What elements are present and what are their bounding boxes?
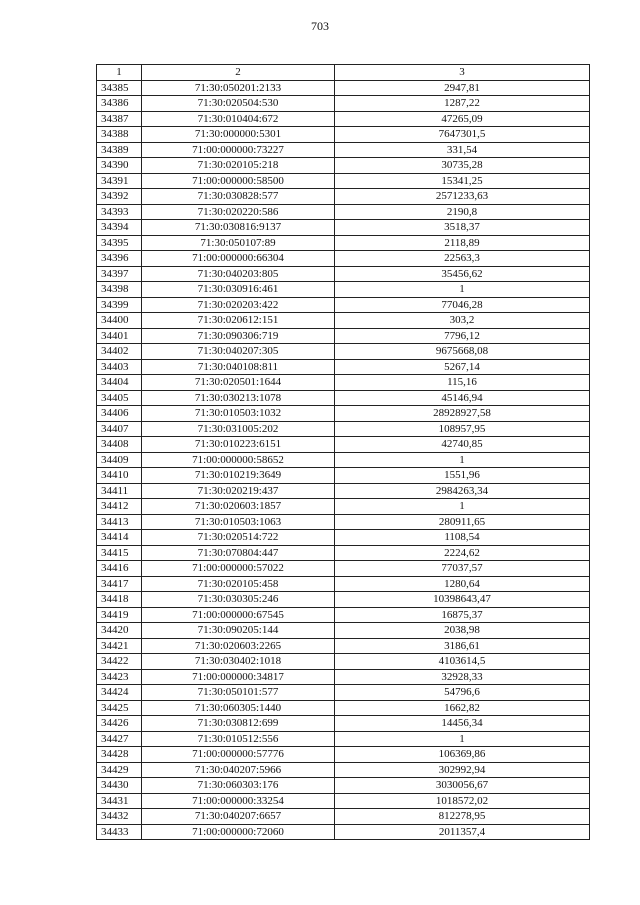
row-number-cell: 34426 [97, 716, 142, 732]
row-number-cell: 34400 [97, 313, 142, 329]
table-row [97, 561, 590, 577]
table-row [97, 344, 590, 360]
cadastral-number-cell: 71:30:010503:1063 [142, 514, 335, 530]
cadastral-number-cell: 71:00:000000:57022 [142, 561, 335, 577]
row-number-cell: 34388 [97, 127, 142, 143]
cadastral-number-cell: 71:30:010512:556 [142, 731, 335, 747]
row-number-cell: 34420 [97, 623, 142, 639]
table-row [97, 297, 590, 313]
value-cell: 32928,33 [335, 669, 590, 685]
table-row [97, 189, 590, 205]
value-cell: 1018572,02 [335, 793, 590, 809]
cadastral-number-cell: 71:00:000000:58652 [142, 452, 335, 468]
row-number-cell: 34408 [97, 437, 142, 453]
value-cell: 280911,65 [335, 514, 590, 530]
table-row [97, 282, 590, 298]
row-number-cell: 34395 [97, 235, 142, 251]
row-number-cell: 34417 [97, 576, 142, 592]
cadastral-number-cell: 71:30:020603:1857 [142, 499, 335, 515]
table-row [97, 173, 590, 189]
row-number-cell: 34394 [97, 220, 142, 236]
cadastral-number-cell: 71:30:040108:811 [142, 359, 335, 375]
value-cell: 1662,82 [335, 700, 590, 716]
row-number-cell: 34402 [97, 344, 142, 360]
cadastral-number-cell: 71:30:030305:246 [142, 592, 335, 608]
row-number-cell: 34401 [97, 328, 142, 344]
row-number-cell: 34407 [97, 421, 142, 437]
table-row [97, 390, 590, 406]
value-cell: 2947,81 [335, 80, 590, 96]
cadastral-number-cell: 71:30:020603:2265 [142, 638, 335, 654]
cadastral-number-cell: 71:30:020220:586 [142, 204, 335, 220]
value-cell: 16875,37 [335, 607, 590, 623]
value-cell: 30735,28 [335, 158, 590, 174]
value-cell: 812278,95 [335, 809, 590, 825]
row-number-cell: 34385 [97, 80, 142, 96]
row-number-cell: 34386 [97, 96, 142, 112]
row-number-cell: 34403 [97, 359, 142, 375]
cadastral-number-cell: 71:00:000000:33254 [142, 793, 335, 809]
value-cell: 1551,96 [335, 468, 590, 484]
table-row [97, 824, 590, 840]
value-cell: 106369,86 [335, 747, 590, 763]
value-cell: 5267,14 [335, 359, 590, 375]
table-header-row [97, 65, 590, 81]
value-cell: 303,2 [335, 313, 590, 329]
table-row [97, 638, 590, 654]
cadastral-number-cell: 71:30:040207:6657 [142, 809, 335, 825]
row-number-cell: 34414 [97, 530, 142, 546]
cadastral-number-cell: 71:30:020501:1644 [142, 375, 335, 391]
row-number-cell: 34429 [97, 762, 142, 778]
cadastral-number-cell: 71:30:010404:672 [142, 111, 335, 127]
table-row [97, 220, 590, 236]
value-cell: 77046,28 [335, 297, 590, 313]
row-number-cell: 34412 [97, 499, 142, 515]
table-row [97, 623, 590, 639]
row-number-cell: 34404 [97, 375, 142, 391]
table-row [97, 251, 590, 267]
cadastral-number-cell: 71:30:020105:218 [142, 158, 335, 174]
cadastral-number-cell: 71:30:070804:447 [142, 545, 335, 561]
cadastral-number-cell: 71:30:020219:437 [142, 483, 335, 499]
cadastral-number-cell: 71:30:020105:458 [142, 576, 335, 592]
row-number-cell: 34392 [97, 189, 142, 205]
value-cell: 3030056,67 [335, 778, 590, 794]
table-row [97, 142, 590, 158]
table-row [97, 530, 590, 546]
value-cell: 1280,64 [335, 576, 590, 592]
cadastral-number-cell: 71:00:000000:73227 [142, 142, 335, 158]
row-number-cell: 34425 [97, 700, 142, 716]
value-cell: 3186,61 [335, 638, 590, 654]
column-header-number: 1 [97, 65, 142, 81]
table-row [97, 127, 590, 143]
cadastral-value-table [96, 64, 590, 840]
row-number-cell: 34427 [97, 731, 142, 747]
value-cell: 9675668,08 [335, 344, 590, 360]
table-row [97, 700, 590, 716]
value-cell: 22563,3 [335, 251, 590, 267]
table-row [97, 592, 590, 608]
row-number-cell: 34411 [97, 483, 142, 499]
value-cell: 2190,8 [335, 204, 590, 220]
value-cell: 2984263,34 [335, 483, 590, 499]
row-number-cell: 34422 [97, 654, 142, 670]
row-number-cell: 34432 [97, 809, 142, 825]
column-header-cadastral-number: 2 [142, 65, 335, 81]
value-cell: 1287,22 [335, 96, 590, 112]
cadastral-number-cell: 71:30:010503:1032 [142, 406, 335, 422]
cadastral-number-cell: 71:30:040207:305 [142, 344, 335, 360]
value-cell: 2011357,4 [335, 824, 590, 840]
row-number-cell: 34396 [97, 251, 142, 267]
row-number-cell: 34398 [97, 282, 142, 298]
value-cell: 2571233,63 [335, 189, 590, 205]
cadastral-number-cell: 71:30:050101:577 [142, 685, 335, 701]
cadastral-number-cell: 71:00:000000:57776 [142, 747, 335, 763]
table-row [97, 669, 590, 685]
cadastral-number-cell: 71:30:020514:722 [142, 530, 335, 546]
value-cell: 108957,95 [335, 421, 590, 437]
table-row [97, 468, 590, 484]
table-row [97, 685, 590, 701]
table-row [97, 111, 590, 127]
cadastral-number-cell: 71:30:030828:577 [142, 189, 335, 205]
cadastral-number-cell: 71:30:060305:1440 [142, 700, 335, 716]
table-row [97, 716, 590, 732]
value-cell: 1 [335, 282, 590, 298]
value-cell: 1 [335, 452, 590, 468]
row-number-cell: 34413 [97, 514, 142, 530]
value-cell: 302992,94 [335, 762, 590, 778]
row-number-cell: 34391 [97, 173, 142, 189]
table-row [97, 421, 590, 437]
cadastral-number-cell: 71:00:000000:72060 [142, 824, 335, 840]
value-cell: 45146,94 [335, 390, 590, 406]
row-number-cell: 34419 [97, 607, 142, 623]
table-row [97, 731, 590, 747]
value-cell: 7796,12 [335, 328, 590, 344]
value-cell: 4103614,5 [335, 654, 590, 670]
row-number-cell: 34387 [97, 111, 142, 127]
table-row [97, 545, 590, 561]
table-row [97, 406, 590, 422]
cadastral-number-cell: 71:30:031005:202 [142, 421, 335, 437]
value-cell: 28928927,58 [335, 406, 590, 422]
row-number-cell: 34433 [97, 824, 142, 840]
table-row [97, 607, 590, 623]
table-row [97, 654, 590, 670]
page-number: 703 [311, 19, 329, 33]
table-row [97, 266, 590, 282]
table-row [97, 793, 590, 809]
value-cell: 1108,54 [335, 530, 590, 546]
row-number-cell: 34416 [97, 561, 142, 577]
table-row [97, 375, 590, 391]
value-cell: 1 [335, 731, 590, 747]
column-header-value: 3 [335, 65, 590, 81]
cadastral-number-cell: 71:00:000000:67545 [142, 607, 335, 623]
table-row [97, 747, 590, 763]
table-row [97, 762, 590, 778]
cadastral-number-cell: 71:30:020504:530 [142, 96, 335, 112]
row-number-cell: 34418 [97, 592, 142, 608]
value-cell: 2118,89 [335, 235, 590, 251]
table-row [97, 778, 590, 794]
value-cell: 47265,09 [335, 111, 590, 127]
table-row [97, 499, 590, 515]
cadastral-number-cell: 71:30:060303:176 [142, 778, 335, 794]
cadastral-number-cell: 71:00:000000:58500 [142, 173, 335, 189]
table-row [97, 483, 590, 499]
value-cell: 2224,62 [335, 545, 590, 561]
table-row [97, 328, 590, 344]
cadastral-number-cell: 71:30:010219:3649 [142, 468, 335, 484]
cadastral-number-cell: 71:30:020203:422 [142, 297, 335, 313]
row-number-cell: 34410 [97, 468, 142, 484]
value-cell: 115,16 [335, 375, 590, 391]
table-row [97, 809, 590, 825]
row-number-cell: 34421 [97, 638, 142, 654]
cadastral-number-cell: 71:30:030213:1078 [142, 390, 335, 406]
cadastral-number-cell: 71:00:000000:66304 [142, 251, 335, 267]
value-cell: 331,54 [335, 142, 590, 158]
value-cell: 54796,6 [335, 685, 590, 701]
cadastral-number-cell: 71:30:000000:5301 [142, 127, 335, 143]
value-cell: 15341,25 [335, 173, 590, 189]
cadastral-number-cell: 71:30:050201:2133 [142, 80, 335, 96]
table-row [97, 96, 590, 112]
cadastral-number-cell: 71:30:030402:1018 [142, 654, 335, 670]
cadastral-number-cell: 71:30:020612:151 [142, 313, 335, 329]
row-number-cell: 34390 [97, 158, 142, 174]
row-number-cell: 34431 [97, 793, 142, 809]
table-row [97, 204, 590, 220]
table-row [97, 359, 590, 375]
cadastral-number-cell: 71:30:040207:5966 [142, 762, 335, 778]
value-cell: 1 [335, 499, 590, 515]
cadastral-number-cell: 71:30:030916:461 [142, 282, 335, 298]
table-row [97, 576, 590, 592]
row-number-cell: 34389 [97, 142, 142, 158]
cadastral-number-cell: 71:30:090205:144 [142, 623, 335, 639]
row-number-cell: 34415 [97, 545, 142, 561]
value-cell: 42740,85 [335, 437, 590, 453]
cadastral-number-cell: 71:00:000000:34817 [142, 669, 335, 685]
table-row [97, 80, 590, 96]
value-cell: 35456,62 [335, 266, 590, 282]
row-number-cell: 34423 [97, 669, 142, 685]
row-number-cell: 34428 [97, 747, 142, 763]
table-row [97, 437, 590, 453]
cadastral-number-cell: 71:30:090306:719 [142, 328, 335, 344]
row-number-cell: 34399 [97, 297, 142, 313]
table-row [97, 514, 590, 530]
value-cell: 14456,34 [335, 716, 590, 732]
table-row [97, 235, 590, 251]
value-cell: 3518,37 [335, 220, 590, 236]
table-body [97, 80, 590, 840]
value-cell: 2038,98 [335, 623, 590, 639]
value-cell: 7647301,5 [335, 127, 590, 143]
table-row [97, 313, 590, 329]
row-number-cell: 34405 [97, 390, 142, 406]
value-cell: 77037,57 [335, 561, 590, 577]
row-number-cell: 34397 [97, 266, 142, 282]
row-number-cell: 34409 [97, 452, 142, 468]
cadastral-number-cell: 71:30:010223:6151 [142, 437, 335, 453]
cadastral-number-cell: 71:30:050107:89 [142, 235, 335, 251]
cadastral-number-cell: 71:30:030812:699 [142, 716, 335, 732]
cadastral-number-cell: 71:30:040203:805 [142, 266, 335, 282]
table-row [97, 452, 590, 468]
row-number-cell: 34430 [97, 778, 142, 794]
value-cell: 10398643,47 [335, 592, 590, 608]
table-row [97, 158, 590, 174]
row-number-cell: 34424 [97, 685, 142, 701]
row-number-cell: 34393 [97, 204, 142, 220]
cadastral-number-cell: 71:30:030816:9137 [142, 220, 335, 236]
row-number-cell: 34406 [97, 406, 142, 422]
